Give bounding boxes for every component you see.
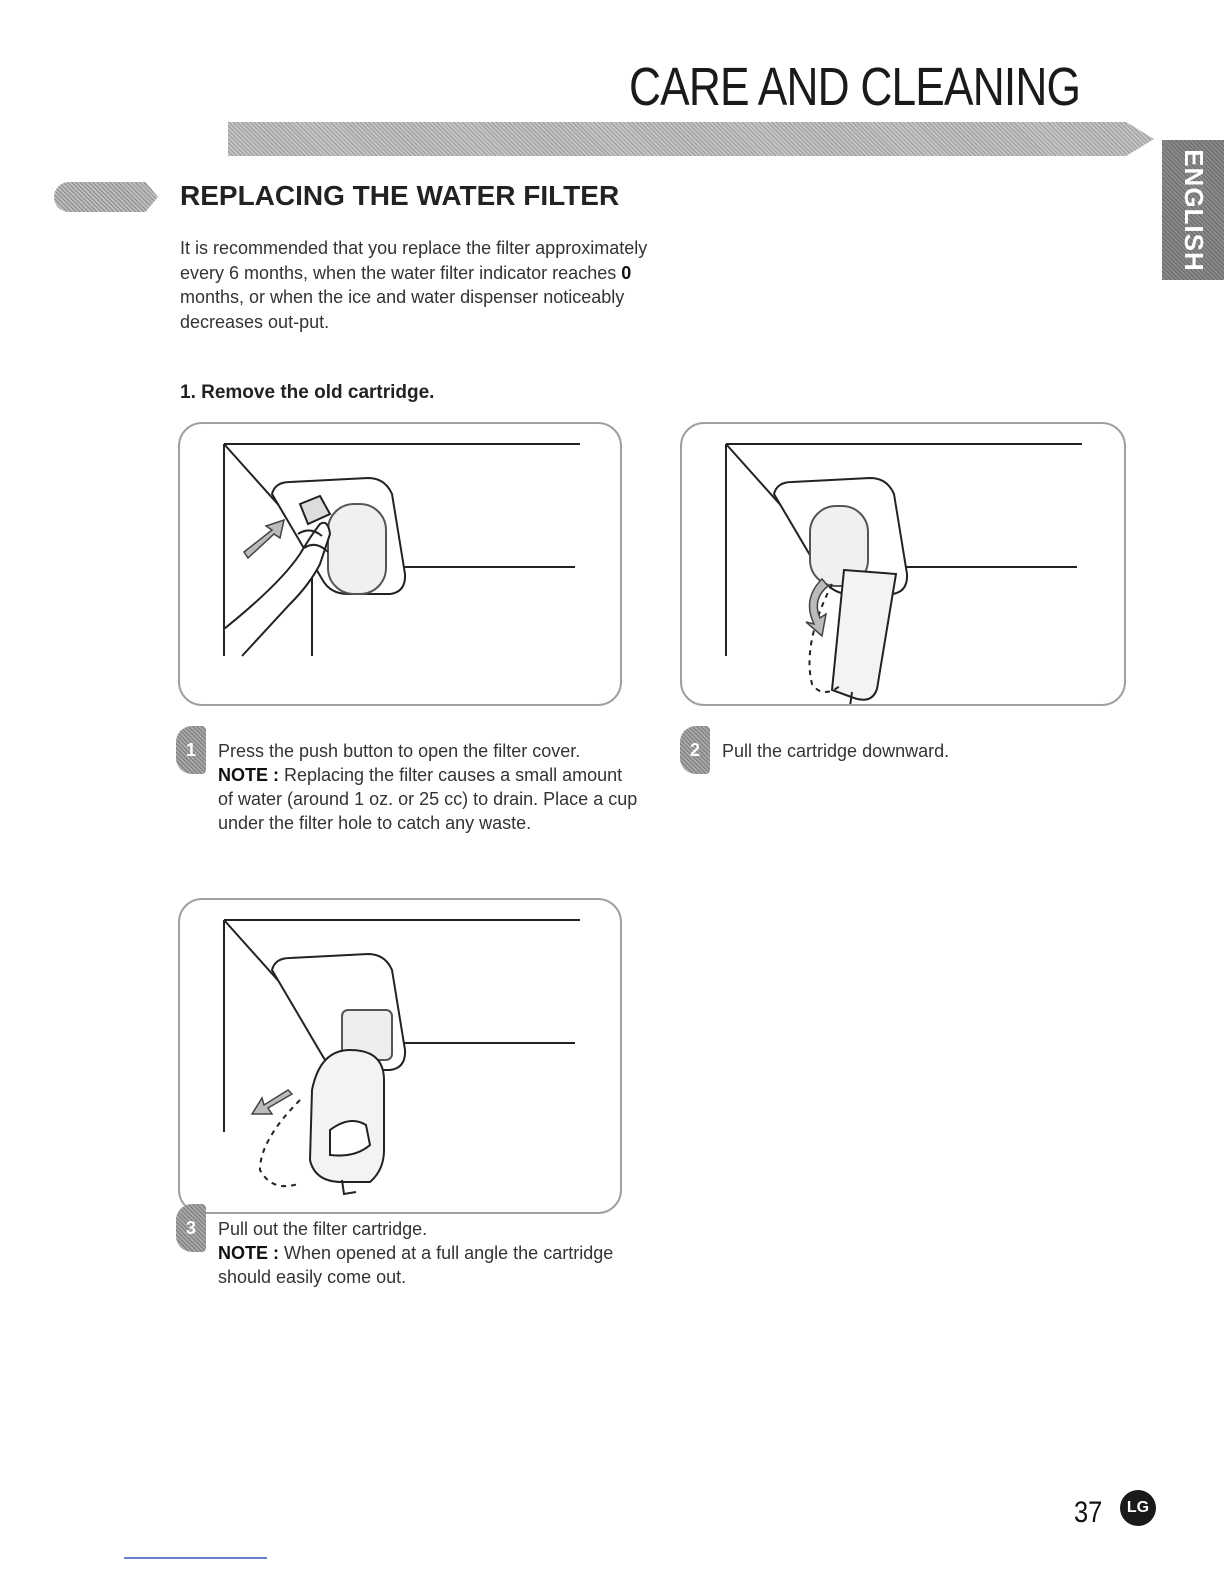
- footer-line: [124, 1557, 267, 1559]
- intro-text-1: It is recommended that you replace the filter approximately every 6 months, when the water filter indicator reaches: [180, 238, 648, 283]
- step-1-caption: [218, 739, 638, 835]
- note-text: When opened at a full angle the cartridge should easily come out.: [218, 1243, 614, 1287]
- step-badge-1: 1: [176, 726, 206, 774]
- intro-paragraph: [180, 236, 650, 334]
- intro-text-2: months, or when the ice and water dispenser noticeably decreases out-put.: [180, 287, 625, 332]
- arrow-icon: [806, 579, 828, 636]
- step-3-note: [218, 1241, 638, 1289]
- section-marker: [54, 182, 158, 212]
- page-number: 37: [1074, 1496, 1103, 1529]
- language-tab-label: ENGLISH: [1178, 148, 1209, 272]
- arrow-icon: [252, 1090, 292, 1114]
- figure-panel-1: [178, 422, 622, 706]
- note-label: NOTE :: [218, 1243, 279, 1263]
- illustration-pull-down: [682, 424, 1124, 704]
- step-1-note: [218, 763, 638, 835]
- step-1-text: Press the push button to open the filter cover.: [218, 741, 581, 761]
- page-header-title: CARE AND CLEANING: [628, 57, 1080, 117]
- step-heading: 1. Remove the old cartridge.: [180, 382, 435, 403]
- lg-logo-icon: LG: [1120, 1490, 1156, 1526]
- arrow-icon: [244, 520, 284, 558]
- figure-panel-2: [680, 422, 1126, 706]
- step-badge-3: 3: [176, 1204, 206, 1252]
- step-2-text: Pull the cartridge downward.: [722, 741, 950, 761]
- header-decorative-bar: [228, 122, 1154, 156]
- note-text: Replacing the filter causes a small amount of water (around 1 oz. or 25 cc) to drain. Place a cup under the filter hole to catch any waste.: [218, 765, 638, 833]
- figure-panel-3: [178, 898, 622, 1214]
- section-title: REPLACING THE WATER FILTER: [180, 180, 620, 211]
- step-2-caption: [722, 739, 1142, 763]
- illustration-pull-out: [180, 900, 620, 1212]
- step-3-caption: [218, 1217, 638, 1289]
- step-badge-2: 2: [680, 726, 710, 774]
- note-label: NOTE :: [218, 765, 279, 785]
- illustration-press-button: [180, 424, 620, 704]
- step-3-text: Pull out the filter cartridge.: [218, 1219, 428, 1239]
- language-tab: [1162, 140, 1224, 280]
- intro-text-bold: 0: [621, 262, 632, 283]
